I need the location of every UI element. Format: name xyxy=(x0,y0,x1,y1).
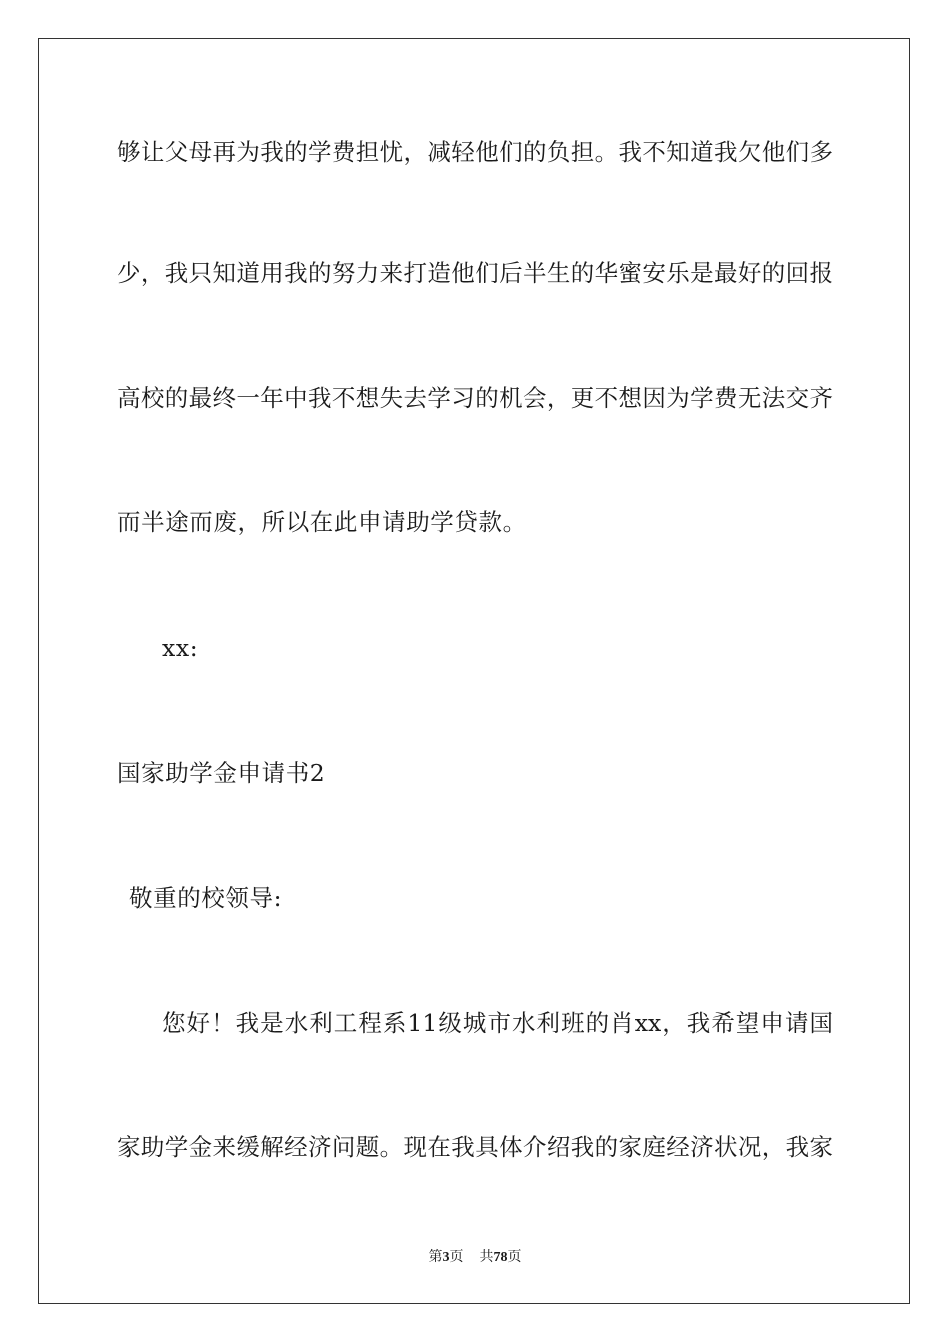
footer-page-total: 78 xyxy=(493,1250,508,1265)
body-text-line-5: 您好！我是水利工程系11级城市水利班的肖xx，我希望申请国 xyxy=(162,1009,833,1037)
salutation: 敬重的校领导: xyxy=(129,884,283,912)
footer-page-prefix: 第 xyxy=(428,1249,443,1265)
signature-line: xx: xyxy=(162,634,199,662)
body-text-line-4: 而半途而废，所以在此申请助学贷款。 xyxy=(117,508,527,536)
footer-page-current: 3 xyxy=(442,1250,450,1265)
body-text-line-3: 高校的最终一年中我不想失去学习的机会，更不想因为学费无法交齐 xyxy=(117,384,833,412)
body-text-line-1: 够让父母再为我的学费担忧，减轻他们的负担。我不知道我欠他们多 xyxy=(117,138,833,166)
body-text-line-6: 家助学金来缓解经济问题。现在我具体介绍我的家庭经济状况，我家 xyxy=(117,1133,833,1161)
footer-total-suffix: 页 xyxy=(507,1249,522,1265)
section-heading: 国家助学金申请书2 xyxy=(117,759,326,787)
page-border xyxy=(38,38,910,1304)
footer-total-prefix: 共 xyxy=(479,1249,494,1265)
body-text-line-2: 少，我只知道用我的努力来打造他们后半生的华蜜安乐是最好的回报 xyxy=(117,259,833,287)
footer-page-suffix: 页 xyxy=(449,1249,464,1265)
page-footer xyxy=(0,1248,950,1267)
